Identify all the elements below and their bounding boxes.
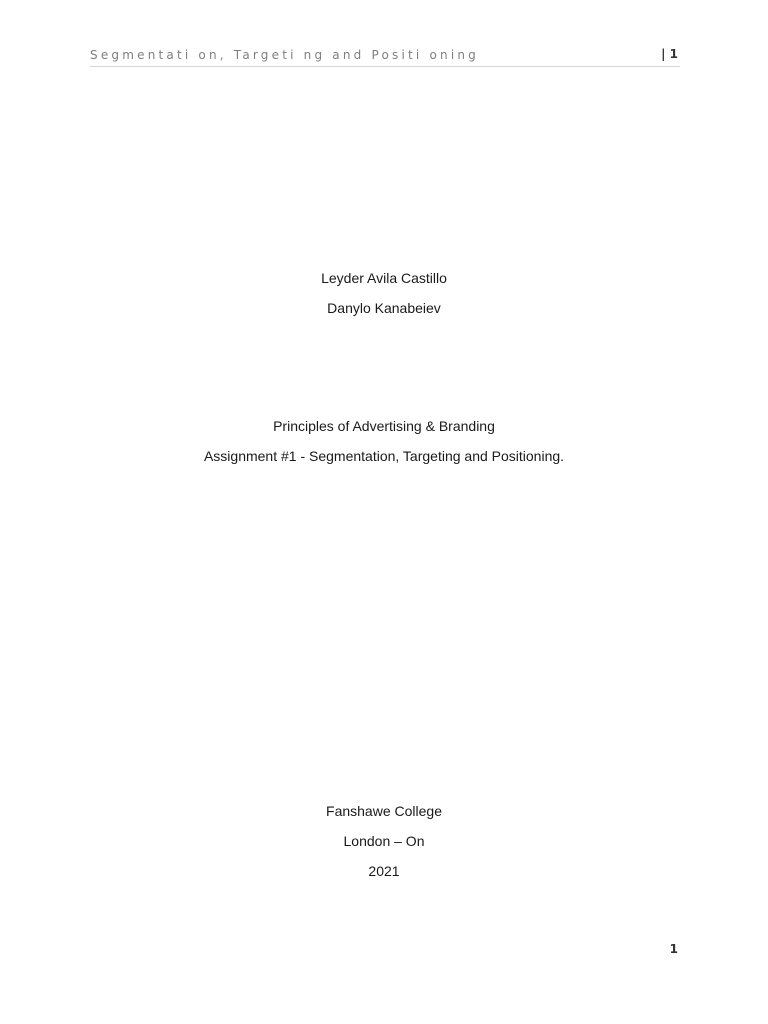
header-title: Segmentati on, Targeti ng and Positi oning	[90, 48, 479, 62]
authors-block	[0, 269, 768, 329]
institution-location: London – On	[343, 833, 425, 849]
assignment-title: Assignment #1 - Segmentation, Targeting and Positioning.	[203, 448, 565, 464]
submission-year: 2021	[368, 863, 400, 879]
header-page-number: | 1	[661, 47, 678, 61]
author-name: Leyder Avila Castillo	[321, 270, 447, 286]
course-name: Principles of Advertising & Branding	[273, 418, 495, 434]
running-header	[90, 46, 680, 67]
course-block	[0, 417, 768, 477]
institution-block	[0, 802, 768, 892]
author-name: Danylo Kanabeiev	[327, 300, 441, 316]
footer-page-number: 1	[669, 942, 678, 956]
institution-name: Fanshawe College	[326, 803, 442, 819]
